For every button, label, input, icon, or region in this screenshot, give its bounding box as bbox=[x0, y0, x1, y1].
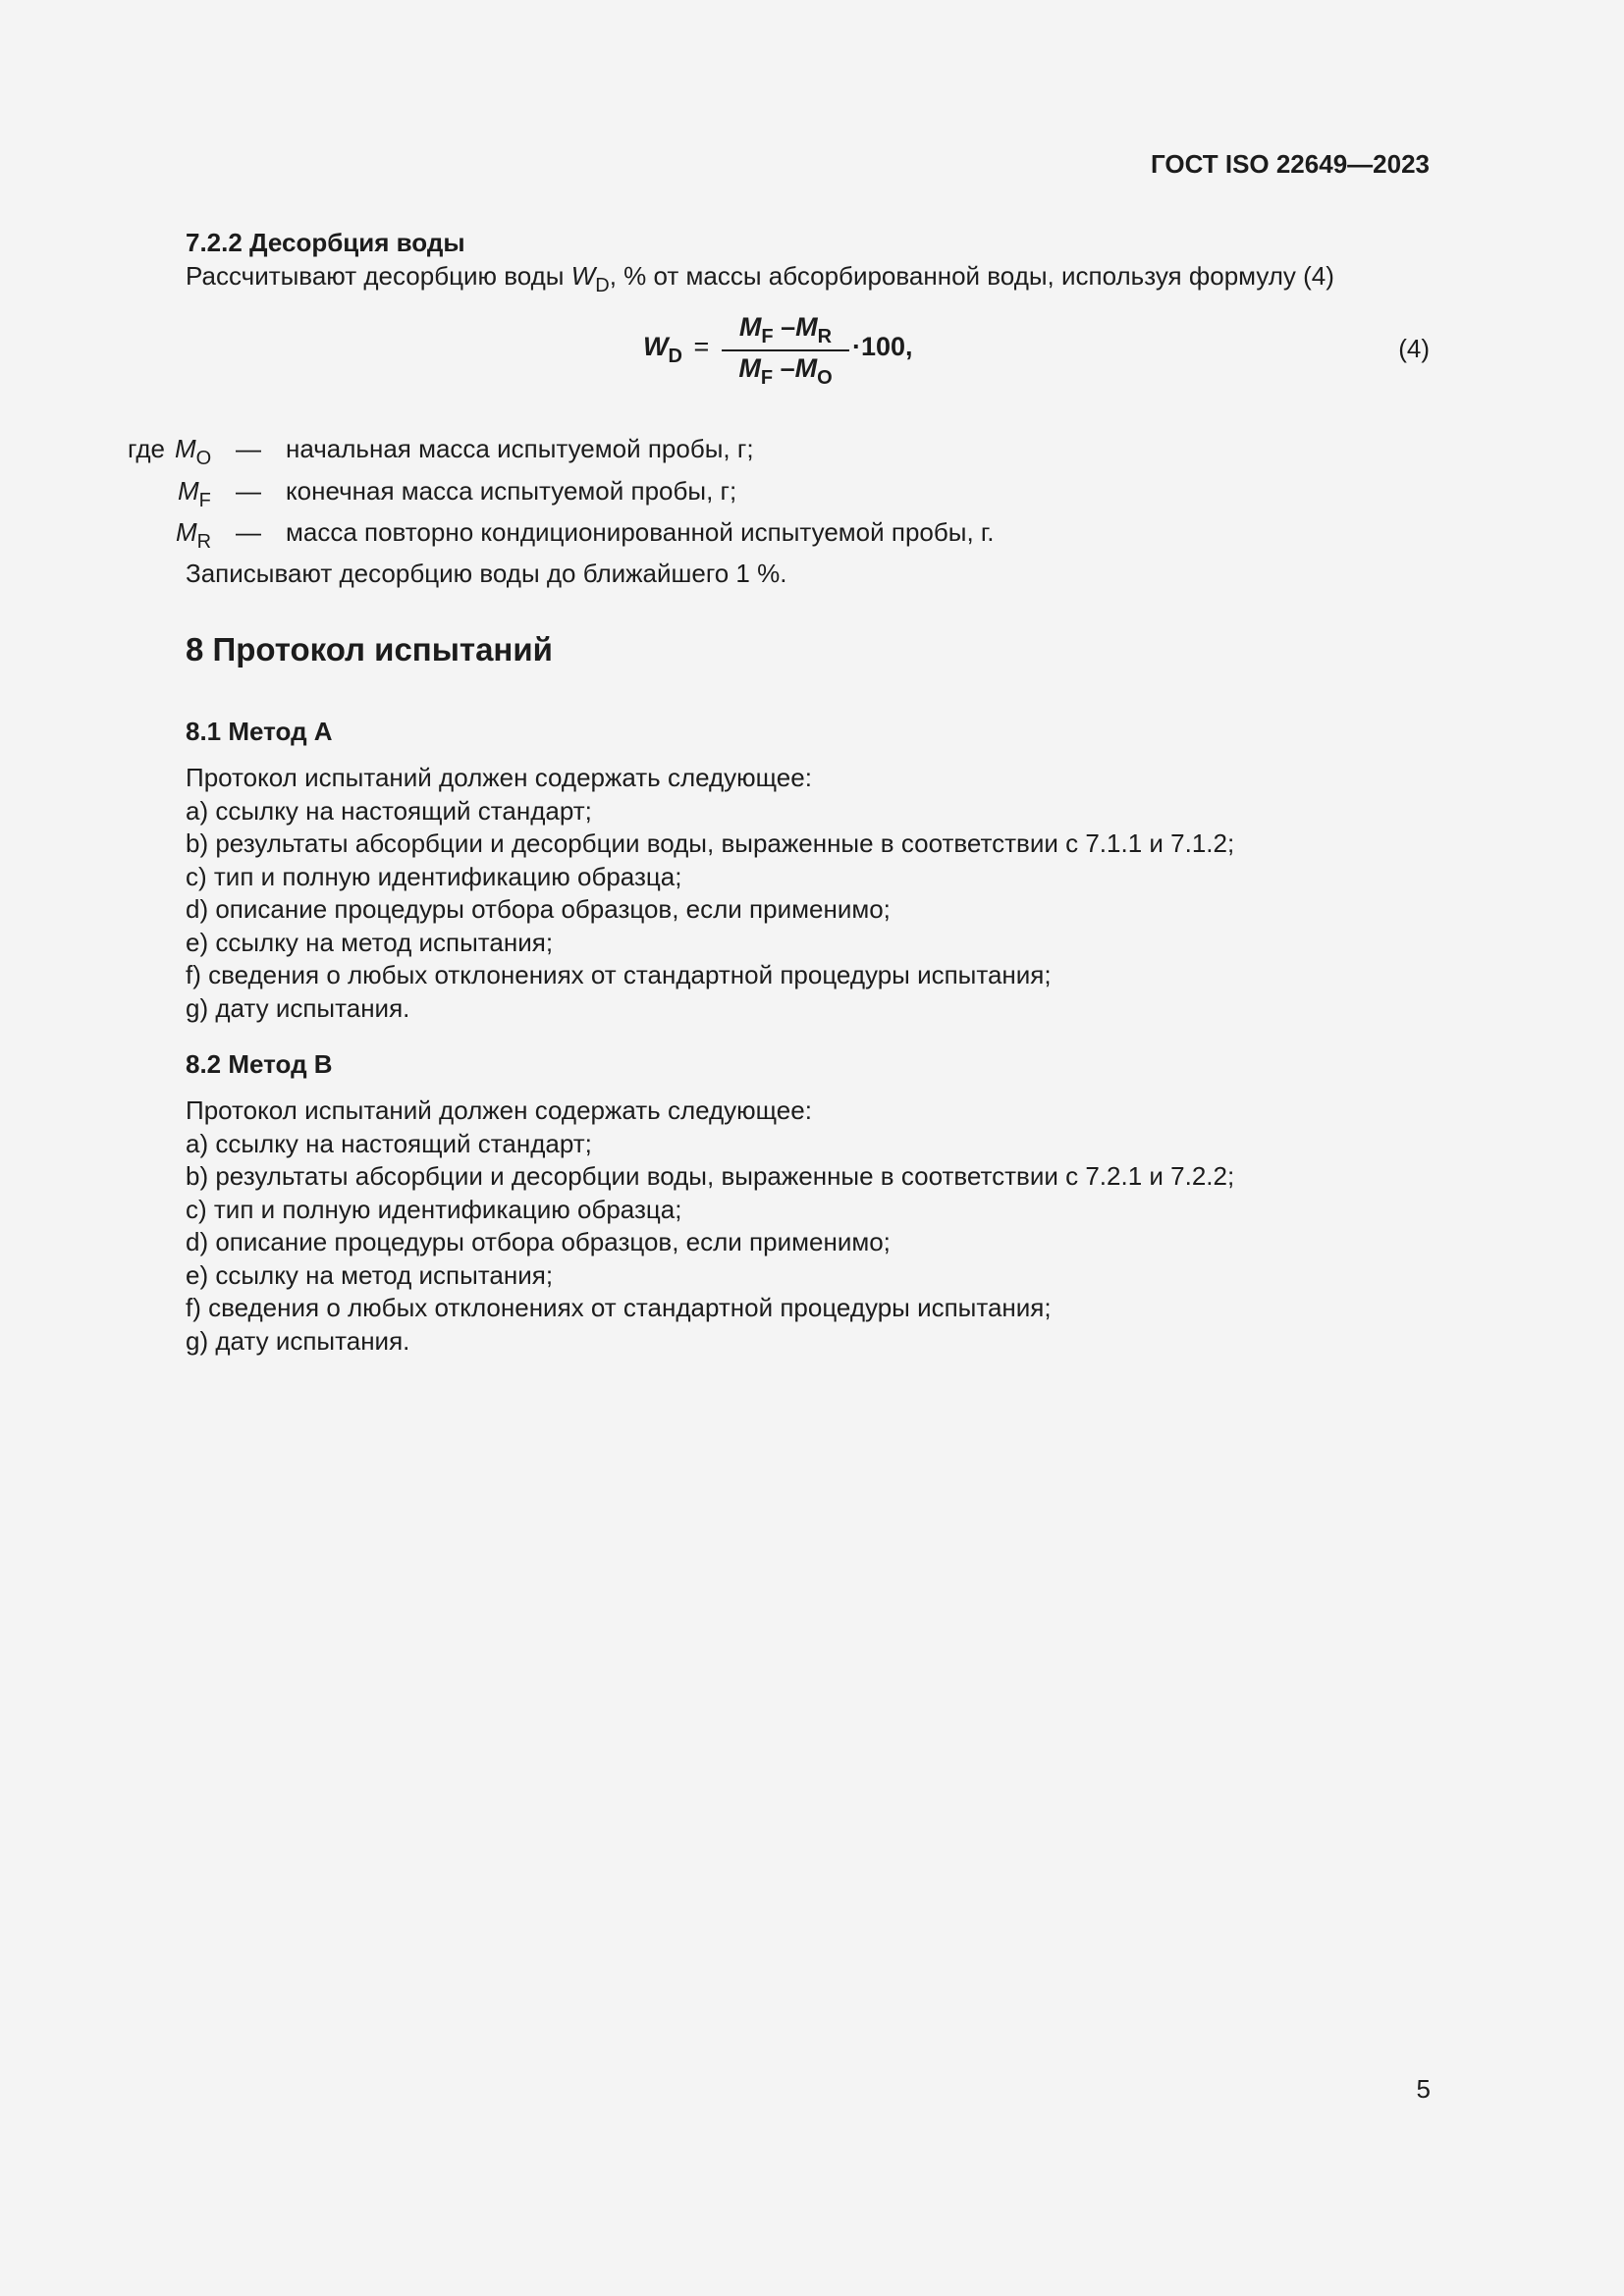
def-text-1: начальная масса испытуемой пробы, г; bbox=[286, 434, 754, 463]
section-82-title: 8.2 Метод B bbox=[186, 1049, 333, 1079]
num-b-sub: R bbox=[817, 326, 833, 347]
formula-lhs-sub: D bbox=[668, 346, 682, 367]
formula-lhs bbox=[643, 332, 710, 367]
def-text-3: масса повторно кондиционированной испытуемой пробы, г. bbox=[286, 517, 995, 547]
section-82-item: b) результаты абсорбции и десорбции воды, выраженные в соответствии с 7.2.1 и 7.2.2; bbox=[186, 1161, 1235, 1191]
num-a: M bbox=[738, 312, 762, 342]
intro-variable-subscript: D bbox=[595, 275, 610, 296]
section-81-item: c) тип и полную идентификацию образца; bbox=[186, 862, 682, 891]
num-op: – bbox=[781, 312, 796, 342]
def-dash-3: — bbox=[236, 517, 261, 547]
section-8-title: 8 Протокол испытаний bbox=[186, 631, 553, 667]
section-722-title: 7.2.2 Десорбция воды bbox=[186, 228, 465, 257]
den-b-sub: O bbox=[817, 367, 833, 389]
den-b: M bbox=[794, 353, 818, 383]
section-81-title: 8.1 Метод A bbox=[186, 717, 333, 746]
num-a-sub: F bbox=[761, 326, 774, 347]
den-a-sub: F bbox=[760, 367, 774, 389]
intro-text-before: Рассчитывают десорбцию воды bbox=[186, 261, 571, 291]
def-var-3: $M_R$ bbox=[176, 517, 212, 553]
def-var-1: $M_O$ bbox=[175, 434, 212, 469]
num-b: M bbox=[795, 312, 818, 342]
section-82-item: d) описание процедуры отбора образцов, если применимо; bbox=[186, 1227, 891, 1256]
section-82-item: f) сведения о любых отклонениях от стандартной процедуры испытания; bbox=[186, 1293, 1052, 1322]
formula-numerator bbox=[722, 312, 849, 347]
section-81-item: b) результаты абсорбции и десорбции воды, выраженные в соответствии с 7.1.1 и 7.1.2; bbox=[186, 828, 1235, 858]
section-722-intro bbox=[186, 261, 1334, 296]
section-82-item: a) ссылку на настоящий стандарт; bbox=[186, 1129, 592, 1158]
document-code-header: ГОСТ ISO 22649—2023 bbox=[1150, 149, 1430, 179]
den-op: – bbox=[780, 353, 795, 383]
formula-denominator bbox=[722, 353, 849, 389]
section-81-item: a) ссылку на настоящий стандарт; bbox=[186, 796, 592, 826]
def-dash-1: — bbox=[236, 434, 261, 463]
def-var-2: $M_F$ bbox=[178, 476, 211, 511]
def-dash-2: — bbox=[236, 476, 261, 506]
section-82-item: g) дату испытания. bbox=[186, 1326, 410, 1356]
record-note: Записывают десорбцию воды до ближайшего 1 %. bbox=[186, 559, 787, 588]
intro-text-after: , % от массы абсорбированной воды, используя формулу (4) bbox=[609, 261, 1334, 291]
section-82-item: e) ссылку на метод испытания; bbox=[186, 1260, 554, 1290]
formula-lhs-var: W bbox=[643, 332, 669, 361]
formula-rhs: ·100, bbox=[852, 332, 913, 361]
formula-number: (4) bbox=[1398, 334, 1430, 363]
section-82-intro: Протокол испытаний должен содержать следующее: bbox=[186, 1095, 812, 1125]
formula-equals: = bbox=[693, 332, 710, 361]
section-82-item: c) тип и полную идентификацию образца; bbox=[186, 1195, 682, 1224]
den-a: M bbox=[738, 353, 761, 383]
fraction-bar bbox=[722, 349, 849, 351]
section-81-item: e) ссылку на метод испытания; bbox=[186, 928, 554, 957]
section-81-item: g) дату испытания. bbox=[186, 993, 410, 1023]
intro-variable: W bbox=[570, 261, 596, 291]
section-81-item: d) описание процедуры отбора образцов, если применимо; bbox=[186, 894, 891, 924]
section-81-intro: Протокол испытаний должен содержать следующее: bbox=[186, 763, 812, 792]
where-label: где bbox=[128, 434, 165, 463]
section-81-item: f) сведения о любых отклонениях от стандартной процедуры испытания; bbox=[186, 960, 1052, 989]
def-text-2: конечная масса испытуемой пробы, г; bbox=[286, 476, 737, 506]
page-number: 5 bbox=[1416, 2074, 1431, 2104]
